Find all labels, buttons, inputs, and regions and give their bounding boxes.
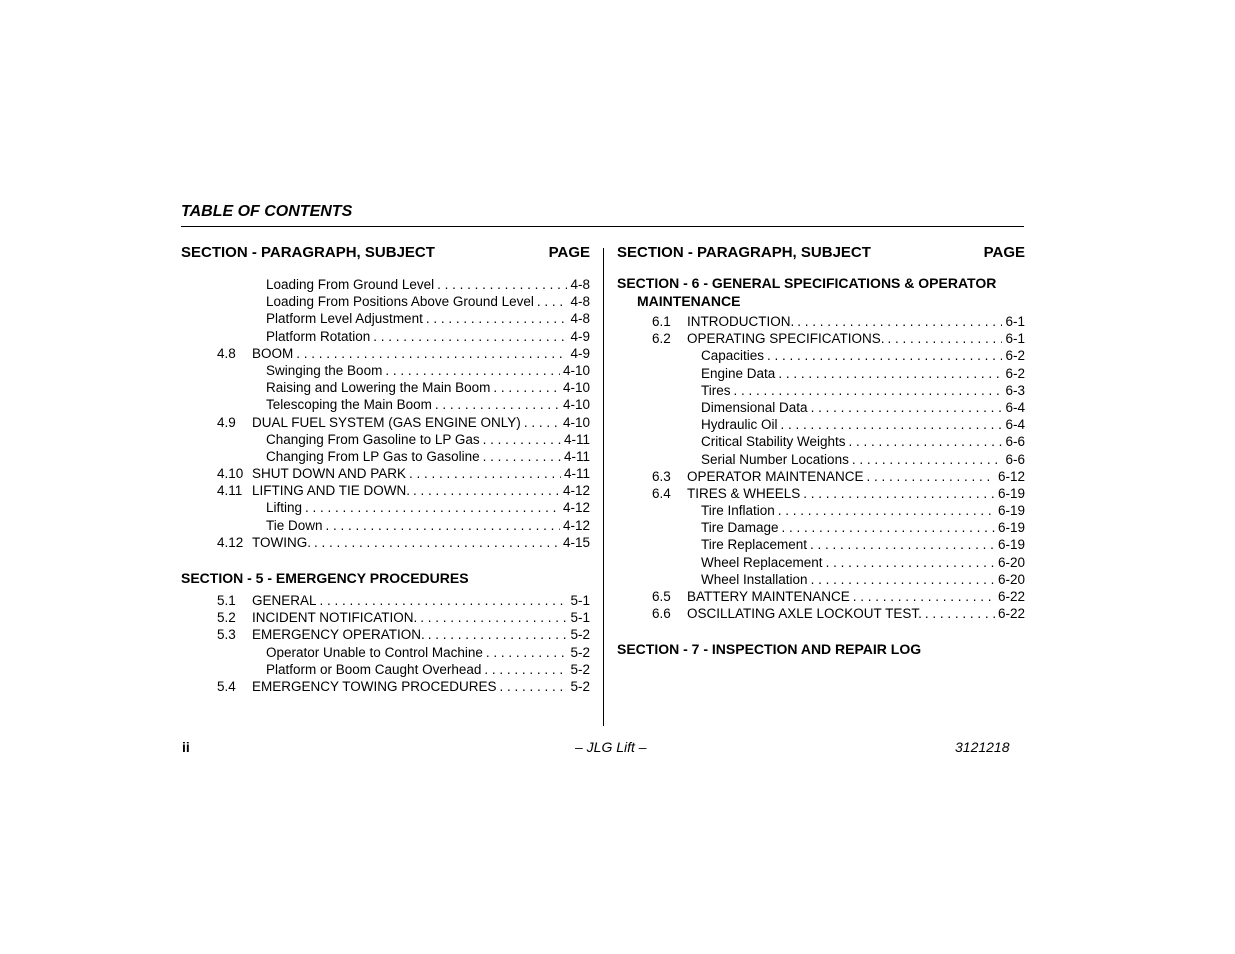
section-heading [617, 274, 1025, 310]
dot-leader [781, 416, 1003, 433]
toc-entry-title: SHUT DOWN AND PARK [252, 466, 407, 482]
left-column-header [181, 244, 590, 266]
dot-leader [373, 328, 567, 345]
dot-leader [811, 571, 995, 588]
toc-entry-page: 6-12 [997, 468, 1025, 484]
toc-entry-number: 6.4 [652, 485, 671, 501]
footer-doc-number: 3121218 [955, 739, 1010, 755]
toc-entry-page: 4-10 [562, 380, 590, 396]
toc-entry-title: Lifting [266, 500, 303, 516]
toc-entry [617, 485, 1025, 502]
toc-entry-title: Platform or Boom Caught Overhead [266, 661, 482, 677]
section-heading: SECTION - 5 - EMERGENCY PROCEDURES [181, 570, 469, 586]
toc-entry-title: OPERATOR MAINTENANCE [687, 468, 864, 484]
page-title: TABLE OF CONTENTS [181, 203, 353, 220]
column-subject-label: SECTION - PARAGRAPH, SUBJECT [181, 244, 435, 261]
toc-entry-number: 4.12 [217, 534, 244, 550]
toc-list-section-6 [617, 313, 1025, 622]
dot-leader [925, 605, 995, 622]
toc-entry-page: 4-12 [562, 500, 590, 516]
toc-entry-number: 6.6 [652, 606, 671, 622]
dot-leader [483, 431, 561, 448]
toc-entry-page: 6-22 [997, 589, 1025, 604]
toc-entry-title: OPERATING SPECIFICATIONS. [687, 331, 885, 347]
toc-entry-number: 6.5 [652, 589, 671, 604]
dot-leader [326, 517, 560, 534]
toc-entry [181, 517, 590, 534]
toc-entry-number: 4.10 [217, 466, 244, 482]
toc-entry-title: Tires [701, 382, 731, 398]
toc-entry-page: 4-10 [562, 362, 590, 378]
toc-entry-page: 4-9 [570, 345, 590, 361]
toc-entry-title: EMERGENCY TOWING PROCEDURES [252, 678, 497, 694]
toc-entry [617, 313, 1025, 330]
toc-entry-title: Tire Inflation [701, 503, 775, 519]
toc-entry-title: DUAL FUEL SYSTEM (GAS ENGINE ONLY) [252, 414, 521, 430]
toc-entry [617, 502, 1025, 519]
toc-entry-page: 5-1 [570, 610, 590, 626]
toc-entry-title: Swinging the Boom [266, 362, 383, 378]
toc-entry [181, 448, 590, 465]
toc-entry [181, 534, 590, 551]
toc-entry-page: 4-8 [570, 311, 590, 327]
toc-entry-title: TOWING. [252, 534, 311, 550]
toc-entry [617, 554, 1025, 571]
dot-leader [426, 310, 568, 327]
toc-entry-page: 4-12 [562, 483, 590, 499]
dot-leader [484, 661, 567, 678]
toc-entry-title: LIFTING AND TIE DOWN. [252, 483, 411, 499]
toc-list-section-5 [181, 592, 590, 695]
toc-entry-title: Loading From Positions Above Ground Level [266, 294, 534, 310]
dot-leader [483, 448, 561, 465]
toc-entry [181, 328, 590, 345]
dot-leader [385, 362, 560, 379]
toc-entry-page: 6-20 [997, 571, 1025, 587]
dot-leader [420, 609, 567, 626]
toc-entry-page: 6-22 [997, 606, 1025, 622]
dot-leader [767, 347, 1002, 364]
toc-entry-title: Changing From Gasoline to LP Gas [266, 431, 480, 447]
toc-entry-title: TIRES & WHEELS [687, 485, 801, 501]
toc-entry-title: Wheel Replacement [701, 554, 823, 570]
toc-entry-title: INCIDENT NOTIFICATION. [252, 610, 418, 626]
toc-entry [617, 468, 1025, 485]
dot-leader [782, 519, 995, 536]
toc-entry-title: Engine Data [701, 365, 776, 381]
toc-entry [181, 276, 590, 293]
dot-leader [435, 396, 560, 413]
toc-entry-page: 4-10 [562, 397, 590, 413]
toc-entry-number: 5.3 [217, 627, 236, 643]
dot-leader [500, 678, 568, 695]
toc-entry [617, 399, 1025, 416]
toc-entry [617, 451, 1025, 468]
toc-entry-title: Tire Damage [701, 520, 779, 536]
toc-entry-title: Raising and Lowering the Main Boom [266, 380, 491, 396]
toc-entry-number: 6.1 [652, 314, 671, 329]
dot-leader [803, 485, 995, 502]
toc-entry [181, 626, 590, 643]
toc-entry [181, 499, 590, 516]
toc-entry [617, 416, 1025, 433]
toc-entry-title: Loading From Ground Level [266, 277, 435, 292]
toc-entry [617, 365, 1025, 382]
dot-leader [734, 382, 1003, 399]
toc-entry-page: 4-10 [562, 414, 590, 430]
column-divider [603, 248, 604, 726]
toc-entry-page: 4-11 [563, 466, 590, 482]
dot-leader [493, 379, 560, 396]
toc-entry-page: 4-8 [570, 294, 590, 310]
section-heading-line-1: SECTION - 6 - GENERAL SPECIFICATIONS & OPERATOR [617, 275, 997, 291]
section-heading: SECTION - 7 - INSPECTION AND REPAIR LOG [617, 641, 922, 658]
toc-entry-page: 6-4 [1005, 399, 1025, 415]
dot-leader [320, 592, 568, 609]
toc-entry [181, 293, 590, 310]
footer-title: – JLG Lift – [575, 739, 647, 755]
toc-entry-title: OSCILLATING AXLE LOCKOUT TEST. [687, 606, 922, 622]
toc-entry-title: BATTERY MAINTENANCE [687, 589, 850, 604]
toc-entry [181, 465, 590, 482]
toc-entry-page: 4-11 [563, 431, 590, 447]
toc-entry-page: 6-20 [997, 554, 1025, 570]
dot-leader [437, 276, 567, 293]
toc-entry-number: 6.3 [652, 468, 671, 484]
toc-entry-title: EMERGENCY OPERATION. [252, 627, 425, 643]
toc-entry-number: 5.1 [217, 593, 236, 608]
toc-entry-number: 4.9 [217, 414, 236, 430]
dot-leader [797, 313, 1002, 330]
toc-entry-page: 6-3 [1005, 382, 1025, 398]
toc-entry-page: 5-2 [570, 627, 590, 643]
toc-entry-title: Hydraulic Oil [701, 417, 778, 433]
toc-entry-page: 5-2 [570, 678, 590, 694]
toc-entry-page: 4-9 [570, 328, 590, 344]
toc-entry-page: 5-1 [570, 593, 590, 608]
toc-entry-title: Operator Unable to Control Machine [266, 644, 483, 660]
toc-entry-page: 6-6 [1005, 434, 1025, 450]
dot-leader [296, 345, 567, 362]
toc-entry [181, 345, 590, 362]
toc-entry-title: Tie Down [266, 517, 323, 533]
toc-entry [617, 347, 1025, 364]
dot-leader [778, 502, 995, 519]
toc-entry-number: 5.4 [217, 678, 236, 694]
toc-entry-number: 5.2 [217, 610, 236, 626]
column-page-label: PAGE [983, 244, 1025, 261]
dot-leader [486, 644, 568, 661]
toc-entry [181, 609, 590, 626]
toc-entry-page: 6-19 [997, 503, 1025, 519]
right-column-header [617, 244, 1025, 266]
toc-entry [181, 362, 590, 379]
toc-entry-page: 4-11 [563, 448, 590, 464]
toc-entry [181, 482, 590, 499]
toc-entry-title: Changing From LP Gas to Gasoline [266, 448, 480, 464]
toc-entry-title: Critical Stability Weights [701, 434, 846, 450]
dot-leader [428, 626, 568, 643]
dot-leader [888, 330, 1003, 347]
footer-page-number: ii [182, 739, 190, 755]
left-column [181, 244, 590, 695]
toc-entry [181, 592, 590, 609]
toc-entry [617, 433, 1025, 450]
toc-entry-title: Serial Number Locations [701, 451, 849, 467]
toc-entry-page: 4-15 [562, 534, 590, 550]
toc-entry-title: Wheel Installation [701, 571, 808, 587]
toc-entry-number: 4.11 [217, 483, 243, 499]
toc-entry-title: GENERAL [252, 593, 317, 608]
toc-entry-page: 6-19 [997, 485, 1025, 501]
dot-leader [305, 499, 560, 516]
column-subject-label: SECTION - PARAGRAPH, SUBJECT [617, 244, 871, 261]
toc-entry [181, 431, 590, 448]
toc-entry-page: 6-1 [1005, 314, 1025, 329]
toc-entry [617, 330, 1025, 347]
toc-entry-page: 5-2 [570, 661, 590, 677]
dot-leader [852, 451, 1003, 468]
toc-entry-page: 6-2 [1005, 348, 1025, 364]
dot-leader [867, 468, 995, 485]
toc-entry [617, 605, 1025, 622]
toc-entry [617, 536, 1025, 553]
toc-entry [617, 519, 1025, 536]
toc-entry-number: 6.2 [652, 331, 671, 347]
toc-entry-title: BOOM [252, 345, 294, 361]
toc-entry-title: INTRODUCTION. [687, 314, 795, 329]
toc-entry [181, 414, 590, 431]
toc-entry [617, 571, 1025, 588]
dot-leader [826, 554, 995, 571]
toc-entry [181, 678, 590, 695]
dot-leader [524, 414, 560, 431]
toc-entry-page: 6-1 [1005, 331, 1025, 347]
toc-entry [181, 661, 590, 678]
dot-leader [413, 482, 560, 499]
right-column [617, 244, 1025, 658]
dot-leader [853, 588, 995, 605]
toc-entry-page: 5-2 [570, 644, 590, 660]
toc-entry-page: 4-8 [570, 277, 590, 292]
toc-entry-title: Telescoping the Main Boom [266, 397, 432, 413]
toc-entry [181, 379, 590, 396]
dot-leader [849, 433, 1003, 450]
dot-leader [778, 365, 1002, 382]
toc-entry-title: Tire Replacement [701, 537, 808, 553]
toc-entry-page: 6-2 [1005, 365, 1025, 381]
dot-leader [810, 536, 995, 553]
dot-leader [409, 465, 561, 482]
toc-entry [617, 382, 1025, 399]
toc-entry-page: 6-19 [997, 537, 1025, 553]
toc-entry-title: Platform Level Adjustment [266, 311, 423, 327]
toc-entry-title: Dimensional Data [701, 399, 808, 415]
section-heading-line-2: MAINTENANCE [637, 293, 741, 309]
toc-entry [181, 396, 590, 413]
dot-leader [314, 534, 560, 551]
toc-entry-page: 6-19 [997, 520, 1025, 536]
toc-entry [181, 644, 590, 661]
toc-entry [181, 310, 590, 327]
column-page-label: PAGE [548, 244, 590, 261]
dot-leader [537, 293, 568, 310]
dot-leader [811, 399, 1003, 416]
header-rule [181, 226, 1024, 227]
toc-entry-page: 6-6 [1005, 451, 1025, 467]
toc-list-section-4 [181, 276, 590, 551]
toc-entry [617, 588, 1025, 605]
toc-entry-page: 4-12 [562, 517, 590, 533]
toc-entry-title: Platform Rotation [266, 328, 371, 344]
toc-entry-number: 4.8 [217, 345, 236, 361]
toc-entry-page: 6-4 [1005, 417, 1025, 433]
toc-entry-title: Capacities [701, 348, 765, 364]
